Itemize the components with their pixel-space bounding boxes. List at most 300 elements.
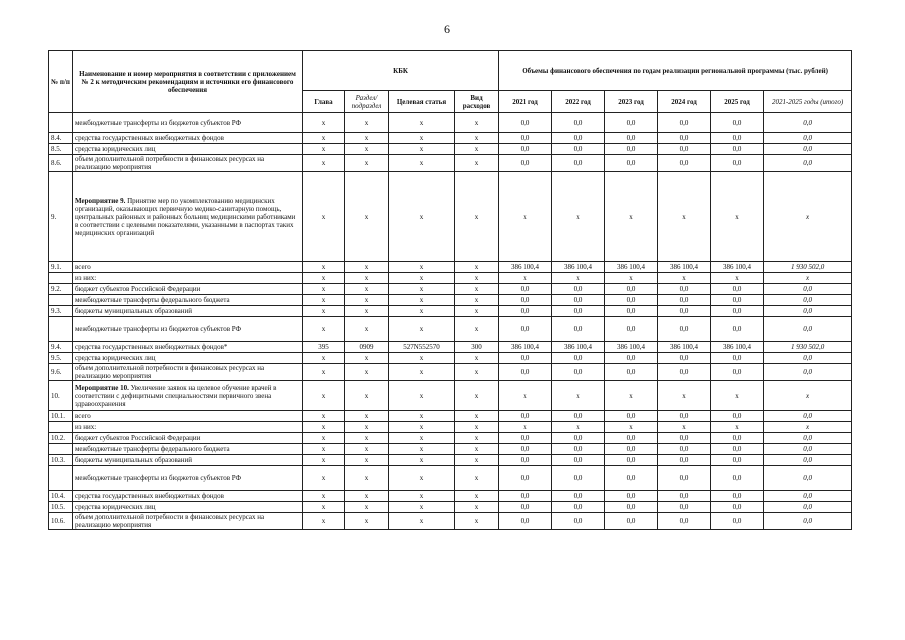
kbk-target: x <box>389 444 455 455</box>
kbk-vid: x <box>455 353 499 364</box>
value-2025: 0,0 <box>711 155 764 172</box>
kbk-glava: x <box>303 411 345 422</box>
row-name: средства государственных внебюджетных фондов <box>75 134 224 142</box>
value-2024: 0,0 <box>658 113 711 133</box>
value-2021: x <box>499 381 552 411</box>
value-2025: 0,0 <box>711 502 764 513</box>
value-2024: 0,0 <box>658 433 711 444</box>
value-2022: 0,0 <box>552 133 605 144</box>
value-2025: 0,0 <box>711 364 764 381</box>
value-2024: 0,0 <box>658 317 711 342</box>
table-row <box>49 262 852 273</box>
value-total: 0,0 <box>764 491 852 502</box>
value-2022: 0,0 <box>552 306 605 317</box>
kbk-target: x <box>389 144 455 155</box>
kbk-target: 527N552570 <box>389 342 455 353</box>
row-name: бюджеты муниципальных образований <box>75 456 193 464</box>
value-2021: 0,0 <box>499 317 552 342</box>
value-2025: 0,0 <box>711 444 764 455</box>
value-2023: 0,0 <box>605 317 658 342</box>
kbk-vid: x <box>455 273 499 284</box>
header-total: 2021-2025 годы (итого) <box>764 91 852 113</box>
value-total: 0,0 <box>764 364 852 381</box>
header-target: Целевая статья <box>389 91 455 113</box>
kbk-razdel: 0909 <box>345 342 389 353</box>
value-total: 0,0 <box>764 133 852 144</box>
budget-table <box>48 50 852 530</box>
kbk-razdel: x <box>345 444 389 455</box>
value-2025: 0,0 <box>711 466 764 491</box>
value-2023: x <box>605 172 658 262</box>
kbk-vid: x <box>455 295 499 306</box>
row-number <box>49 295 73 306</box>
value-2025: x <box>711 381 764 411</box>
kbk-target: x <box>389 502 455 513</box>
value-total: 0,0 <box>764 317 852 342</box>
kbk-razdel: x <box>345 353 389 364</box>
value-2025: 0,0 <box>711 411 764 422</box>
kbk-target: x <box>389 411 455 422</box>
header-name: Наименование и номер мероприятия в соответствии с приложением № 2 к методическим рекомендациям и источники его финансового обеспечения <box>73 51 303 113</box>
value-2023: 0,0 <box>605 411 658 422</box>
row-name-cell <box>73 353 303 364</box>
value-2023: 386 100,4 <box>605 342 658 353</box>
row-name-cell <box>73 306 303 317</box>
value-2021: 0,0 <box>499 306 552 317</box>
value-2021: 0,0 <box>499 411 552 422</box>
row-name-cell <box>73 262 303 273</box>
kbk-glava: x <box>303 317 345 342</box>
value-total: 0,0 <box>764 295 852 306</box>
value-2025: 386 100,4 <box>711 262 764 273</box>
row-name-cell <box>73 155 303 172</box>
value-total: 0,0 <box>764 144 852 155</box>
kbk-glava: x <box>303 273 345 284</box>
value-2022: 0,0 <box>552 155 605 172</box>
value-2025: x <box>711 273 764 284</box>
value-2024: 0,0 <box>658 144 711 155</box>
kbk-vid: x <box>455 317 499 342</box>
value-2025: 386 100,4 <box>711 342 764 353</box>
kbk-target: x <box>389 133 455 144</box>
kbk-glava: x <box>303 295 345 306</box>
row-name: средства юридических лиц <box>75 503 156 511</box>
table-row <box>49 144 852 155</box>
kbk-vid: x <box>455 364 499 381</box>
row-name: из них: <box>75 274 97 282</box>
header-2023: 2023 год <box>605 91 658 113</box>
kbk-razdel: x <box>345 502 389 513</box>
kbk-target: x <box>389 306 455 317</box>
kbk-vid: x <box>455 381 499 411</box>
value-2022: 386 100,4 <box>552 262 605 273</box>
kbk-razdel: x <box>345 113 389 133</box>
row-number: 8.6. <box>49 155 73 172</box>
table-row <box>49 317 852 342</box>
page-number: 6 <box>444 22 450 36</box>
row-name-cell <box>73 381 303 411</box>
value-2024: x <box>658 172 711 262</box>
kbk-vid: x <box>455 113 499 133</box>
value-2025: 0,0 <box>711 113 764 133</box>
kbk-razdel: x <box>345 422 389 433</box>
row-name: из них: <box>75 423 97 431</box>
table-row <box>49 113 852 133</box>
value-2024: 0,0 <box>658 513 711 530</box>
kbk-glava: x <box>303 491 345 502</box>
row-number: 9. <box>49 172 73 262</box>
value-2024: 0,0 <box>658 364 711 381</box>
row-name-cell <box>73 466 303 491</box>
value-2021: 0,0 <box>499 113 552 133</box>
value-2022: 0,0 <box>552 411 605 422</box>
value-2023: 0,0 <box>605 295 658 306</box>
kbk-razdel: x <box>345 172 389 262</box>
value-total: 1 930 502,0 <box>764 262 852 273</box>
table-row <box>49 381 852 411</box>
value-total: x <box>764 172 852 262</box>
kbk-vid: x <box>455 262 499 273</box>
row-number: 10.5. <box>49 502 73 513</box>
value-2021: 0,0 <box>499 353 552 364</box>
kbk-target: x <box>389 466 455 491</box>
value-2022: x <box>552 172 605 262</box>
value-total: 0,0 <box>764 444 852 455</box>
value-2024: 386 100,4 <box>658 342 711 353</box>
header-kbk: КБК <box>303 51 499 91</box>
value-2022: 0,0 <box>552 433 605 444</box>
header-2024: 2024 год <box>658 91 711 113</box>
value-2024: x <box>658 422 711 433</box>
value-2021: 0,0 <box>499 513 552 530</box>
value-2025: 0,0 <box>711 295 764 306</box>
kbk-glava: x <box>303 466 345 491</box>
kbk-vid: x <box>455 155 499 172</box>
row-number <box>49 317 73 342</box>
row-number: 9.4. <box>49 342 73 353</box>
header-glava: Глава <box>303 91 345 113</box>
kbk-target: x <box>389 155 455 172</box>
kbk-razdel: x <box>345 466 389 491</box>
kbk-glava: x <box>303 306 345 317</box>
value-2022: 0,0 <box>552 144 605 155</box>
table-row <box>49 433 852 444</box>
row-number: 8.4. <box>49 133 73 144</box>
kbk-vid: x <box>455 491 499 502</box>
row-name: межбюджетные трансферты из бюджетов субъектов РФ <box>75 118 242 127</box>
value-2021: 386 100,4 <box>499 262 552 273</box>
row-name-cell <box>73 273 303 284</box>
table-row <box>49 455 852 466</box>
row-name-cell <box>73 133 303 144</box>
kbk-vid: x <box>455 306 499 317</box>
value-2021: 0,0 <box>499 295 552 306</box>
value-total: 0,0 <box>764 113 852 133</box>
kbk-glava: x <box>303 262 345 273</box>
value-2021: 0,0 <box>499 284 552 295</box>
table-row <box>49 411 852 422</box>
header-2025: 2025 год <box>711 91 764 113</box>
kbk-vid: 300 <box>455 342 499 353</box>
row-name-cell <box>73 422 303 433</box>
kbk-vid: x <box>455 513 499 530</box>
value-total: 0,0 <box>764 284 852 295</box>
kbk-glava: x <box>303 172 345 262</box>
kbk-razdel: x <box>345 155 389 172</box>
row-name-cell <box>73 284 303 295</box>
value-2023: 0,0 <box>605 502 658 513</box>
row-number: 9.2. <box>49 284 73 295</box>
kbk-razdel: x <box>345 262 389 273</box>
table-row <box>49 342 852 353</box>
row-name: всего <box>75 263 91 271</box>
kbk-vid: x <box>455 284 499 295</box>
kbk-vid: x <box>455 433 499 444</box>
value-2021: 0,0 <box>499 155 552 172</box>
value-2023: 0,0 <box>605 491 658 502</box>
table-row <box>49 306 852 317</box>
row-number: 10.6. <box>49 513 73 530</box>
value-2021: 0,0 <box>499 444 552 455</box>
kbk-glava: x <box>303 144 345 155</box>
value-2024: x <box>658 381 711 411</box>
kbk-glava: x <box>303 433 345 444</box>
kbk-vid: x <box>455 133 499 144</box>
kbk-razdel: x <box>345 273 389 284</box>
row-name: Принятие мер по укомплектованию медицинских организаций, оказывающих первичную медико-санитарную помощь, центральных районных и районных больниц медицинскими работниками в соответствии с целевыми показателями, указанными в паспортах таких медицинских организаций <box>75 196 296 237</box>
value-total: 0,0 <box>764 353 852 364</box>
value-2024: 0,0 <box>658 502 711 513</box>
value-2025: 0,0 <box>711 284 764 295</box>
value-2024: 0,0 <box>658 295 711 306</box>
row-name: объем дополнительной потребности в финансовых ресурсах на реализацию мероприятия <box>75 155 265 171</box>
value-total: 0,0 <box>764 306 852 317</box>
value-2024: 0,0 <box>658 455 711 466</box>
row-name: бюджеты муниципальных образований <box>75 307 193 315</box>
row-number: 10.1. <box>49 411 73 422</box>
kbk-target: x <box>389 422 455 433</box>
header-vid: Вид расходов <box>455 91 499 113</box>
kbk-razdel: x <box>345 317 389 342</box>
row-name-cell <box>73 513 303 530</box>
row-number <box>49 273 73 284</box>
value-2023: 0,0 <box>605 455 658 466</box>
kbk-glava: x <box>303 455 345 466</box>
value-2025: 0,0 <box>711 133 764 144</box>
value-2023: 0,0 <box>605 444 658 455</box>
value-2025: x <box>711 172 764 262</box>
kbk-vid: x <box>455 172 499 262</box>
header-2022: 2022 год <box>552 91 605 113</box>
kbk-razdel: x <box>345 381 389 411</box>
value-2022: 0,0 <box>552 502 605 513</box>
kbk-razdel: x <box>345 513 389 530</box>
value-2024: 0,0 <box>658 411 711 422</box>
kbk-target: x <box>389 353 455 364</box>
value-2024: 386 100,4 <box>658 262 711 273</box>
value-2023: 0,0 <box>605 466 658 491</box>
value-2022: 0,0 <box>552 466 605 491</box>
value-2021: 0,0 <box>499 466 552 491</box>
value-total: x <box>764 381 852 411</box>
kbk-target: x <box>389 113 455 133</box>
value-2021: x <box>499 172 552 262</box>
value-2023: 0,0 <box>605 284 658 295</box>
row-name-cell <box>73 172 303 262</box>
row-name: всего <box>75 412 91 420</box>
header-volumes: Объемы финансового обеспечения по годам реализации региональной программы (тыс. рублей) <box>499 51 852 91</box>
row-name-cell <box>73 342 303 353</box>
value-total: 0,0 <box>764 466 852 491</box>
value-2024: 0,0 <box>658 155 711 172</box>
value-2022: 0,0 <box>552 455 605 466</box>
table-row <box>49 284 852 295</box>
table-row <box>49 422 852 433</box>
kbk-target: x <box>389 262 455 273</box>
value-2021: 0,0 <box>499 491 552 502</box>
value-total: 1 930 502,0 <box>764 342 852 353</box>
value-2023: 386 100,4 <box>605 262 658 273</box>
value-2025: 0,0 <box>711 491 764 502</box>
kbk-razdel: x <box>345 433 389 444</box>
row-name: средства государственных внебюджетных фондов* <box>75 343 228 351</box>
value-2023: 0,0 <box>605 133 658 144</box>
value-2024: x <box>658 273 711 284</box>
kbk-glava: x <box>303 422 345 433</box>
value-2023: 0,0 <box>605 433 658 444</box>
kbk-glava: x <box>303 364 345 381</box>
kbk-vid: x <box>455 455 499 466</box>
budget-table-wrapper <box>48 50 851 530</box>
value-2025: 0,0 <box>711 144 764 155</box>
value-2024: 0,0 <box>658 306 711 317</box>
kbk-glava: x <box>303 502 345 513</box>
kbk-vid: x <box>455 144 499 155</box>
value-2022: 386 100,4 <box>552 342 605 353</box>
value-2022: 0,0 <box>552 113 605 133</box>
row-name-cell <box>73 113 303 133</box>
row-name: межбюджетные трансферты из бюджетов субъектов РФ <box>75 325 242 333</box>
kbk-razdel: x <box>345 306 389 317</box>
value-2021: 0,0 <box>499 433 552 444</box>
row-name: средства юридических лиц <box>75 354 156 362</box>
value-total: 0,0 <box>764 155 852 172</box>
row-name: объем дополнительной потребности в финансовых ресурсах на реализацию мероприятия <box>75 364 265 380</box>
value-2024: 0,0 <box>658 133 711 144</box>
value-2023: 0,0 <box>605 513 658 530</box>
value-2023: 0,0 <box>605 144 658 155</box>
kbk-razdel: x <box>345 295 389 306</box>
row-name-cell <box>73 502 303 513</box>
row-name: бюджет субъектов Российской Федерации <box>75 434 201 442</box>
table-row <box>49 364 852 381</box>
kbk-glava: x <box>303 513 345 530</box>
value-2022: 0,0 <box>552 513 605 530</box>
row-number: 9.6. <box>49 364 73 381</box>
row-number: 9.1. <box>49 262 73 273</box>
kbk-razdel: x <box>345 364 389 381</box>
value-2022: 0,0 <box>552 353 605 364</box>
row-name: межбюджетные трансферты федерального бюджета <box>75 445 230 453</box>
table-row <box>49 466 852 491</box>
table-row <box>49 295 852 306</box>
kbk-target: x <box>389 317 455 342</box>
kbk-vid: x <box>455 502 499 513</box>
value-2024: 0,0 <box>658 353 711 364</box>
row-name: бюджет субъектов Российской Федерации <box>75 285 201 293</box>
value-2022: 0,0 <box>552 444 605 455</box>
kbk-glava: x <box>303 133 345 144</box>
row-name: Увеличение заявок на целевое обучение врачей в соответствии с дефицитными специальностями первичного звена здравоохранения <box>75 383 277 408</box>
value-2021: x <box>499 273 552 284</box>
value-2023: 0,0 <box>605 155 658 172</box>
row-name: межбюджетные трансферты из бюджетов субъектов РФ <box>75 474 242 482</box>
table-row <box>49 502 852 513</box>
value-2024: 0,0 <box>658 444 711 455</box>
row-name-cell <box>73 364 303 381</box>
row-number <box>49 422 73 433</box>
value-2022: x <box>552 273 605 284</box>
value-total: 0,0 <box>764 502 852 513</box>
row-name-cell <box>73 411 303 422</box>
table-body <box>49 113 852 530</box>
row-number: 8.5. <box>49 144 73 155</box>
kbk-target: x <box>389 513 455 530</box>
value-2021: 0,0 <box>499 502 552 513</box>
row-number <box>49 113 73 133</box>
kbk-target: x <box>389 295 455 306</box>
value-2025: x <box>711 422 764 433</box>
value-2023: x <box>605 273 658 284</box>
value-2021: x <box>499 422 552 433</box>
kbk-target: x <box>389 273 455 284</box>
kbk-glava: x <box>303 155 345 172</box>
value-2023: x <box>605 422 658 433</box>
value-2022: 0,0 <box>552 317 605 342</box>
row-number: 9.3. <box>49 306 73 317</box>
value-total: 0,0 <box>764 433 852 444</box>
kbk-target: x <box>389 491 455 502</box>
row-name-cell <box>73 317 303 342</box>
row-name-cell <box>73 144 303 155</box>
kbk-razdel: x <box>345 284 389 295</box>
value-2025: 0,0 <box>711 317 764 342</box>
value-2022: 0,0 <box>552 491 605 502</box>
kbk-razdel: x <box>345 455 389 466</box>
measure-label: Мероприятие 9. <box>75 196 126 205</box>
table-row <box>49 133 852 144</box>
table-row <box>49 172 852 262</box>
row-number: 10.3. <box>49 455 73 466</box>
kbk-razdel: x <box>345 133 389 144</box>
value-2025: 0,0 <box>711 513 764 530</box>
row-name-cell <box>73 455 303 466</box>
value-2021: 0,0 <box>499 133 552 144</box>
row-name-cell <box>73 295 303 306</box>
header-2021: 2021 год <box>499 91 552 113</box>
value-2024: 0,0 <box>658 491 711 502</box>
value-total: 0,0 <box>764 513 852 530</box>
kbk-glava: 395 <box>303 342 345 353</box>
kbk-target: x <box>389 364 455 381</box>
kbk-glava: x <box>303 284 345 295</box>
row-number: 10.4. <box>49 491 73 502</box>
kbk-glava: x <box>303 444 345 455</box>
row-name: средства государственных внебюджетных фондов <box>75 492 224 500</box>
value-2023: 0,0 <box>605 306 658 317</box>
value-2025: 0,0 <box>711 306 764 317</box>
value-2023: 0,0 <box>605 113 658 133</box>
